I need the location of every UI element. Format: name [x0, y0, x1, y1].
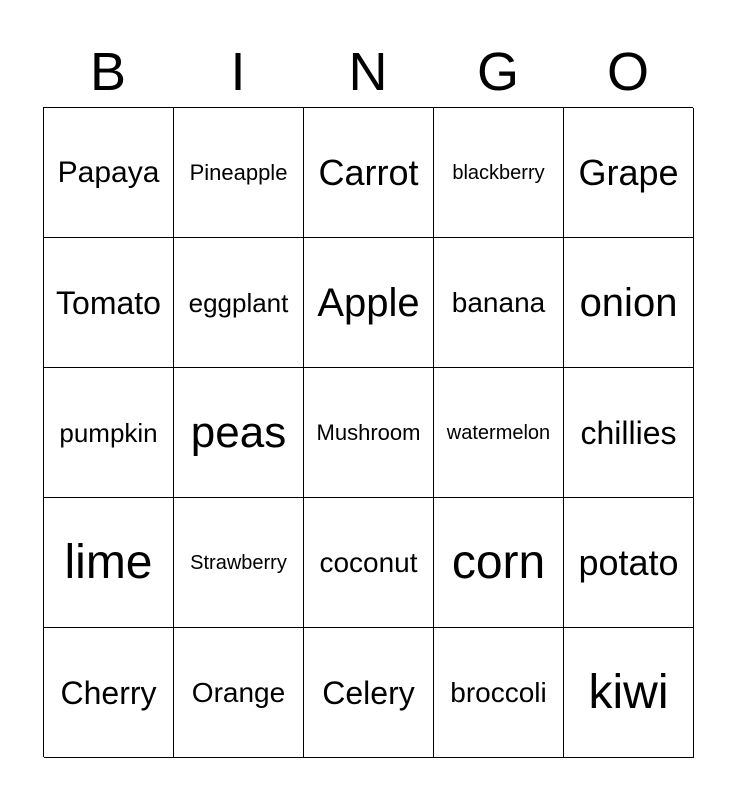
header-letter-o: O [606, 42, 649, 102]
bingo-cell[interactable]: peas [174, 368, 304, 498]
bingo-cell[interactable]: Grape [564, 108, 694, 238]
bingo-header [43, 40, 693, 104]
bingo-cell[interactable]: Celery [304, 628, 434, 758]
bingo-cell[interactable]: Papaya [44, 108, 174, 238]
bingo-cell[interactable]: Carrot [304, 108, 434, 238]
bingo-cell[interactable]: eggplant [174, 238, 304, 368]
header-letter-g: G [476, 42, 519, 102]
bingo-cell[interactable]: Cherry [44, 628, 174, 758]
bingo-cell[interactable]: lime [44, 498, 174, 628]
bingo-cell[interactable]: Orange [174, 628, 304, 758]
header-letter-n: N [348, 42, 388, 102]
bingo-cell[interactable]: pumpkin [44, 368, 174, 498]
bingo-cell[interactable]: Mushroom [304, 368, 434, 498]
bingo-cell[interactable]: kiwi [564, 628, 694, 758]
bingo-cell[interactable]: onion [564, 238, 694, 368]
bingo-cell[interactable]: Strawberry [174, 498, 304, 628]
bingo-cell[interactable]: Pineapple [174, 108, 304, 238]
bingo-cell[interactable]: watermelon [434, 368, 564, 498]
bingo-cell[interactable]: banana [434, 238, 564, 368]
bingo-cell[interactable]: chillies [564, 368, 694, 498]
bingo-cell[interactable]: potato [564, 498, 694, 628]
bingo-cell[interactable]: Apple [304, 238, 434, 368]
header-letter-b: B [89, 42, 127, 102]
header-letter-i: I [230, 42, 246, 102]
bingo-cell[interactable]: corn [434, 498, 564, 628]
bingo-cell[interactable]: Tomato [44, 238, 174, 368]
bingo-board [43, 107, 693, 757]
bingo-cell[interactable]: broccoli [434, 628, 564, 758]
bingo-cell[interactable]: blackberry [434, 108, 564, 238]
bingo-cell[interactable]: coconut [304, 498, 434, 628]
